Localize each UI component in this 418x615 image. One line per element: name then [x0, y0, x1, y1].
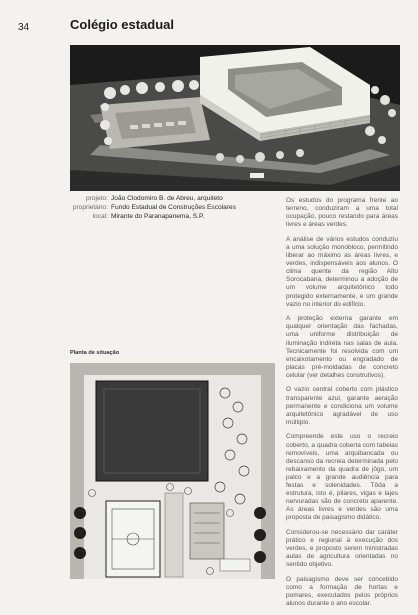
credit-label: proprietário:	[72, 203, 108, 211]
page-title: Colégio estadual	[70, 17, 175, 32]
credit-row-proprietario	[20, 204, 278, 213]
credit-label: projeto:	[86, 195, 108, 202]
credit-row-local	[20, 213, 278, 222]
paragraph: A proteção externa garante em qualquer orientação das fachadas, uma uniforme distribuição de iluminação indireta nas salas de aula. Tecnicamente foi resolvida com um encaixotamento ou engradado de placas pré-moldadas de concreto celular (ver detalhes construtivos).	[286, 315, 398, 379]
site-plan-drawing	[70, 363, 275, 579]
credit-value: Fundo Estadual de Construções Escolares	[111, 203, 236, 211]
credit-label: local:	[92, 212, 108, 220]
project-credits	[20, 195, 278, 221]
paragraph: Os estudos do programa frente ao terreno, conduziram a uma total ocupação, pouco restando para áreas livres e áreas verdes.	[286, 197, 398, 229]
credit-row-projeto	[20, 195, 278, 204]
page-number: 34	[18, 22, 30, 33]
site-plan-caption: Planta de situação	[70, 350, 120, 356]
paragraph: Compreende este uso o recreio coberto, a quadra coberta com tabelas removíveis, uma arquibancada ou descanso da recreia determinada pelo rebaixamento da quadra de jôgo, um palco e a grande audiência para festas e solenidades. Tôda a estrutura, isto é, pilares, vigas e lajes nervuradas são de concreto aparente. As áreas livres e verdes são uma proposta de paisagismo didático.	[286, 433, 398, 522]
credit-value: João Clodomiro B. de Abreu, arquiteto	[111, 195, 223, 202]
article-body	[286, 197, 398, 615]
model-photo	[70, 45, 400, 191]
credit-value: Mirante do Paranapanema, S.P.	[111, 212, 205, 220]
paragraph: Considerou-se necessário dar caráter prático e regional à execução dos verdes, e proposto serem ministradas aulas de agricultura orientadas no sentido objetivo.	[286, 528, 398, 569]
paragraph: O paisagismo deve ser concebido como a formação de hortas e pomares, executados pelos próprios alunos durante o ano escolar.	[286, 575, 398, 608]
paragraph: A análise de vários estudos conduziu a uma solução monobloco, permitindo liberar ao máximo as áreas livres, e verdes, indispensáveis aos alunos. O clima quente da região Alto Sorocabana, determinou a adoção de um volume arquitetônico todo protegido externamente, e um grande vazio no interior do edifício.	[286, 235, 398, 308]
paragraph: O vazio central coberto com plástico transparente azul, garante aeração permanente e condiciona um volume arquitetônico agradável de uso múltiplo.	[286, 386, 398, 426]
